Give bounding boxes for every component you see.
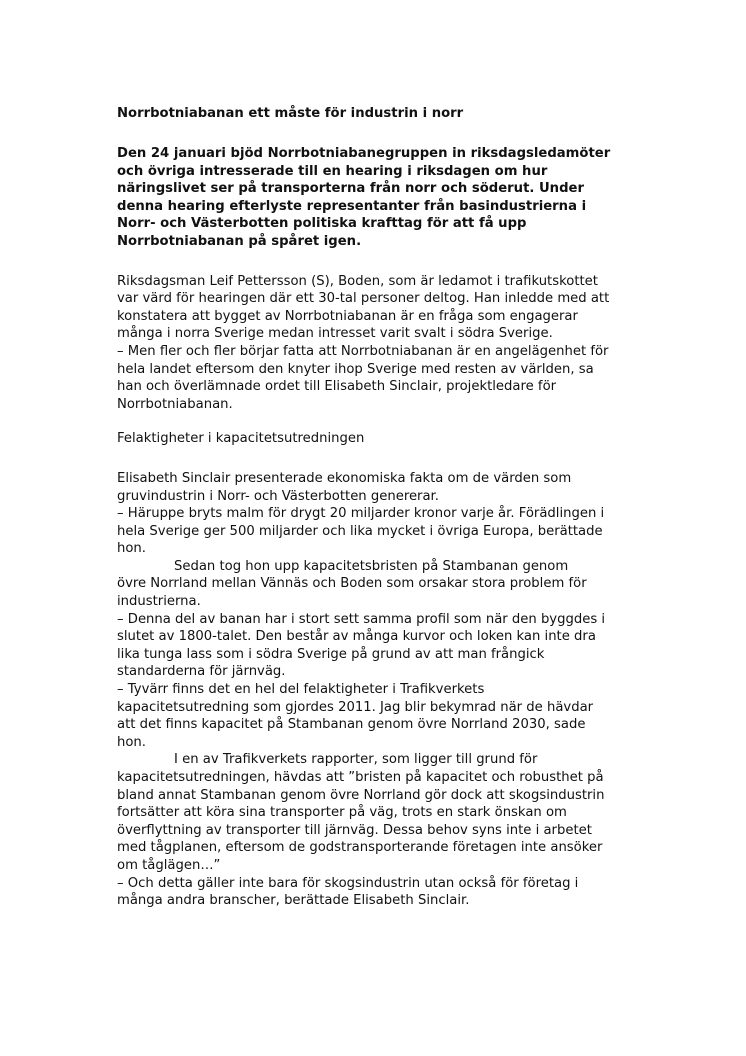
text-line: hon.	[117, 734, 146, 750]
text-line: – Tyvärr finns det en hel del felaktigheter i Trafikverkets	[117, 682, 485, 698]
text-line: lika tunga lass som i södra Sverige på grund av att man frångick	[117, 646, 545, 662]
text-line: många i norra Sverige medan intresset varit svalt i södra Sverige.	[117, 326, 553, 342]
text-line: kapacitetsutredningen, hävdas att ”bristen på kapacitet och robusthet på	[117, 770, 604, 785]
text-line: hela landet eftersom den knyter ihop Sverige med resten av världen, sa	[117, 361, 594, 377]
text-line: Elisabeth Sinclair presenterade ekonomiska fakta om de värden som	[117, 470, 572, 486]
text-line: Norrbotniabanan.	[117, 396, 233, 412]
text-line: att det finns kapacitet på Stambanan genom övre Norrland 2030, sade	[117, 717, 586, 733]
text-line: hon.	[117, 541, 146, 557]
text-line: Riksdagsman Leif Pettersson (S), Boden, som är ledamot i trafikutskottet	[117, 273, 598, 289]
text-line: konstatera att bygget av Norrbotniabanan är en fråga som engagerar	[117, 308, 578, 324]
text-line: – Häruppe bryts malm för drygt 20 miljarder kronor varje år. Förädlingen i	[117, 506, 605, 522]
text-line: industrierna.	[117, 594, 201, 610]
article-title: Norrbotniabanan ett måste för industrin i norr	[117, 106, 464, 121]
lead-line: Norrbotniabanan på spåret igen.	[117, 233, 362, 249]
text-line: standarderna för järnväg.	[117, 664, 286, 680]
text-line: Sedan tog hon upp kapacitetsbristen på Stambanan genom	[174, 558, 569, 574]
text-line: – Denna del av banan har i stort sett samma profil som när den byggdes i	[117, 611, 606, 627]
text-line: hela Sverige ger 500 miljarder och lika mycket i övriga Europa, berättade	[117, 523, 603, 539]
text-line: många andra branscher, berättade Elisabeth Sinclair.	[117, 893, 470, 909]
lead-line: och övriga intresserade till en hearing i riksdagen om hur	[117, 163, 548, 179]
text-line: med tågplanen, eftersom de godstransporterande företagen inte ansöker	[117, 840, 603, 856]
text-line: gruvindustrin i Norr- och Västerbotten genererar.	[117, 488, 439, 504]
text-line: fortsätter att köra sina transporter på väg, trots en stark önskan om	[117, 805, 567, 821]
document-body	[117, 105, 677, 927]
text-line: var värd för hearingen där ett 30-tal personer deltog. Han inledde med att	[117, 291, 610, 307]
body-paragraph-2	[117, 470, 677, 910]
text-line: – Och detta gäller inte bara för skogsindustrin utan också för företag i	[117, 875, 579, 891]
text-line: kapacitetsutredning som gjordes 2011. Jag blir bekymrad när de hävdar	[117, 699, 594, 715]
lead-line: Den 24 januari bjöd Norrbotniabanegruppen in riksdagsledamöter	[117, 146, 611, 161]
lead-line: Norr- och Västerbotten politiska krafttag för att få upp	[117, 216, 527, 232]
lead-line: näringslivet ser på transporterna från norr och söderut. Under	[117, 181, 584, 197]
text-line: övre Norrland mellan Vännäs och Boden som orsakar stora problem för	[117, 576, 587, 592]
text-line: – Men fler och fler börjar fatta att Norrbotniabanan är en angelägenhet för	[117, 343, 609, 359]
text-line: han och överlämnade ordet till Elisabeth Sinclair, projektledare för	[117, 379, 557, 395]
text-line: I en av Trafikverkets rapporter, som ligger till grund för	[174, 752, 538, 768]
body-paragraph-1	[117, 273, 677, 414]
text-line: om tåglägen…”	[117, 857, 221, 873]
section-subheading: Felaktigheter i kapacitetsutredningen	[117, 431, 365, 447]
text-line: överflyttning av transporter till järnväg. Dessa behov syns inte i arbetet	[117, 822, 592, 838]
text-line: slutet av 1800-talet. Den består av många kurvor och loken kan inte dra	[117, 629, 596, 645]
lead-line: denna hearing efterlyste representanter från basindustrierna i	[117, 198, 587, 214]
text-line: bland annat Stambanan genom övre Norrland gör dock att skogsindustrin	[117, 787, 605, 803]
lead-paragraph	[117, 145, 677, 251]
